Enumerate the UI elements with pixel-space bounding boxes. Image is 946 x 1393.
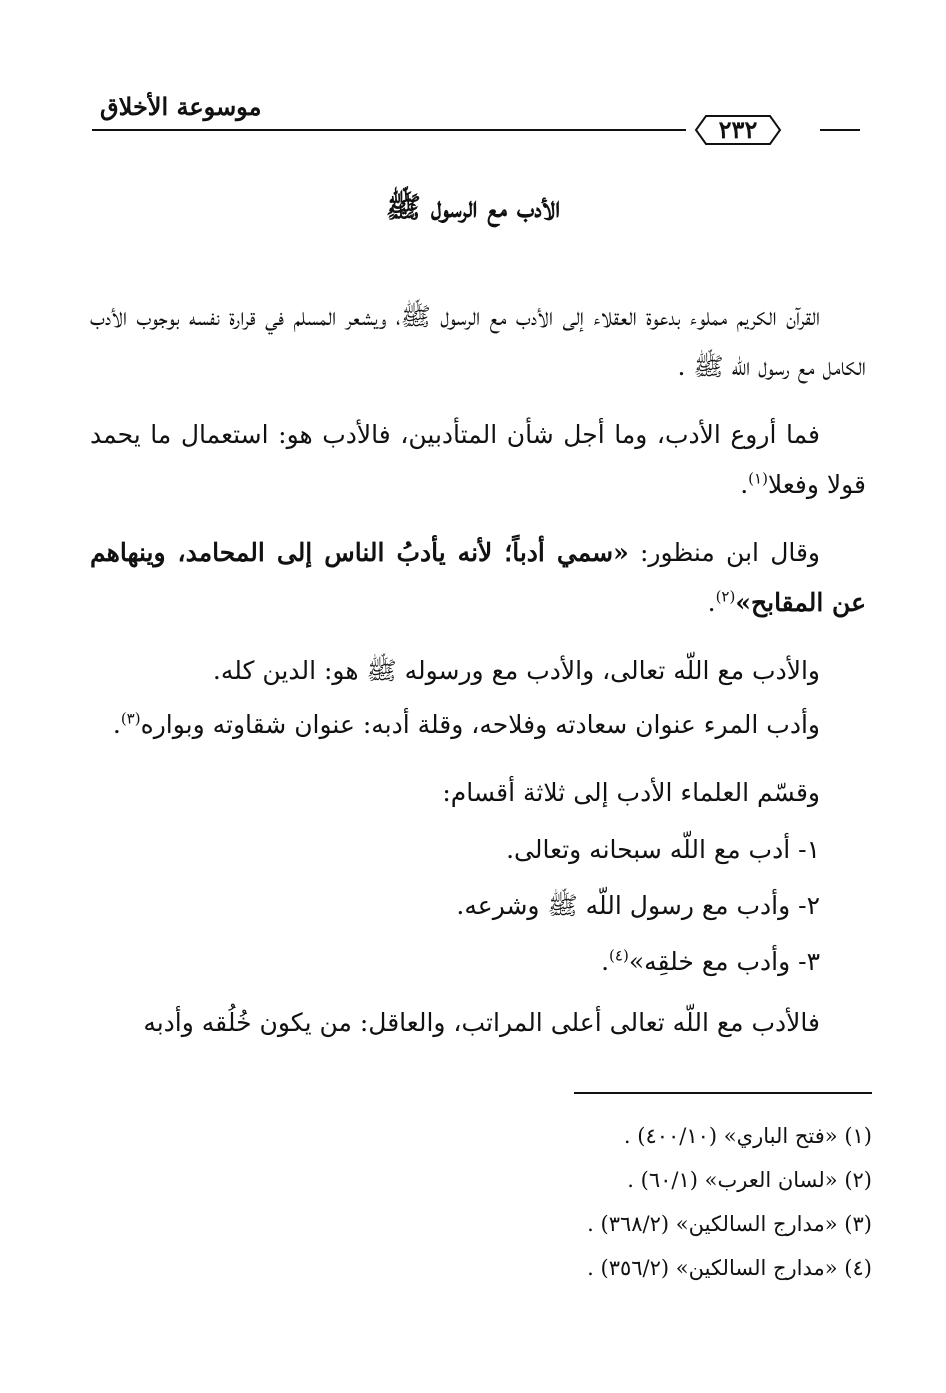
page-number: ٢٣٢: [718, 115, 758, 144]
footnote-4: (٤) «مدارج السالكين» (٣٥٦/٢) .: [587, 1256, 872, 1280]
footnote-ref-1[interactable]: (١): [748, 469, 768, 488]
header-rule: [92, 129, 686, 131]
book-title: موسوعة الأخلاق: [100, 92, 262, 121]
list-item-3-text: ٣- وأدب مع خلقِه»: [628, 947, 820, 976]
paragraph-7: فالأدب مع اللّه تعالى أعلى المراتب، والعاقل: من يكون خُلُقه وأدبه: [143, 1008, 820, 1037]
paragraph-3-intro: وقال ابن منظور:: [628, 538, 820, 567]
main-text: [90, 292, 866, 1066]
list-item-3: ٣- وأدب مع خلقِه»$^{(٤)}$.: [601, 946, 820, 976]
paragraph-3-quote: «سمي أدباً؛ لأنه يأدبُ الناس إلى المحامد، وينهاهم عن المقابح»: [90, 538, 866, 617]
footnote-3: (٣) «مدارج السالكين» (٣٦٨/٢) .: [587, 1212, 872, 1236]
footnotes: [372, 1114, 872, 1290]
paragraph-1: القرآن الكريم مملوء بدعوة العقلاء إلى الأدب مع الرسول ﷺ، ويشعر المسلم في قرارة نفسه بوجوب الأدب الكامل مع رسول الله ﷺ .: [90, 302, 866, 381]
footnote-1: (١) «فتح الباري» (٤٠٠/١٠) .: [623, 1124, 872, 1148]
page-number-badge: [690, 112, 786, 148]
paragraph-3: وقال ابن منظور: «سمي أدباً؛ لأنه يأدبُ الناس إلى المحامد، وينهاهم عن المقابح»$^{(٢)}$.: [90, 538, 866, 617]
paragraph-2-text: فما أروع الأدب، وما أجل شأن المتأدبين، فالأدب هو: استعمال ما يحمد قولا وفعلا: [90, 420, 866, 499]
paragraph-5: وأدب المرء عنوان سعادته وفلاحه، وقلة أدبه: عنوان شقاوته وبواره$^{(٣)}$.: [112, 709, 820, 739]
footnote-ref-2[interactable]: (٢): [715, 587, 736, 606]
footnote-rule: [574, 1092, 872, 1094]
paragraph-5-text: وأدب المرء عنوان سعادته وفلاحه، وقلة أدبه: عنوان شقاوته وبواره: [140, 710, 820, 739]
paragraph-6: وقسّم العلماء الأدب إلى ثلاثة أقسام:: [442, 778, 820, 807]
chapter-title: الأدب مع الرسول ﷺ: [385, 190, 561, 224]
paragraph-4: والأدب مع اللّه تعالى، والأدب مع ورسوله ﷺ هو: الدين كله.: [212, 656, 820, 685]
list-item-1: ١- أدب مع اللّه سبحانه وتعالى.: [506, 835, 820, 864]
page-header: [90, 92, 870, 152]
header-rule-short: [820, 129, 860, 131]
footnote-ref-4[interactable]: (٤): [609, 946, 629, 965]
footnote-2: (٢) «لسان العرب» (٦٠/١) .: [627, 1168, 872, 1192]
footnote-ref-3[interactable]: (٣): [120, 709, 141, 728]
list-item-2: ٢- وأدب مع رسول اللّه ﷺ وشرعه.: [456, 891, 820, 920]
paragraph-2: فما أروع الأدب، وما أجل شأن المتأدبين، فالأدب هو: استعمال ما يحمد قولا وفعلا$^{(١)}$.: [90, 420, 866, 499]
